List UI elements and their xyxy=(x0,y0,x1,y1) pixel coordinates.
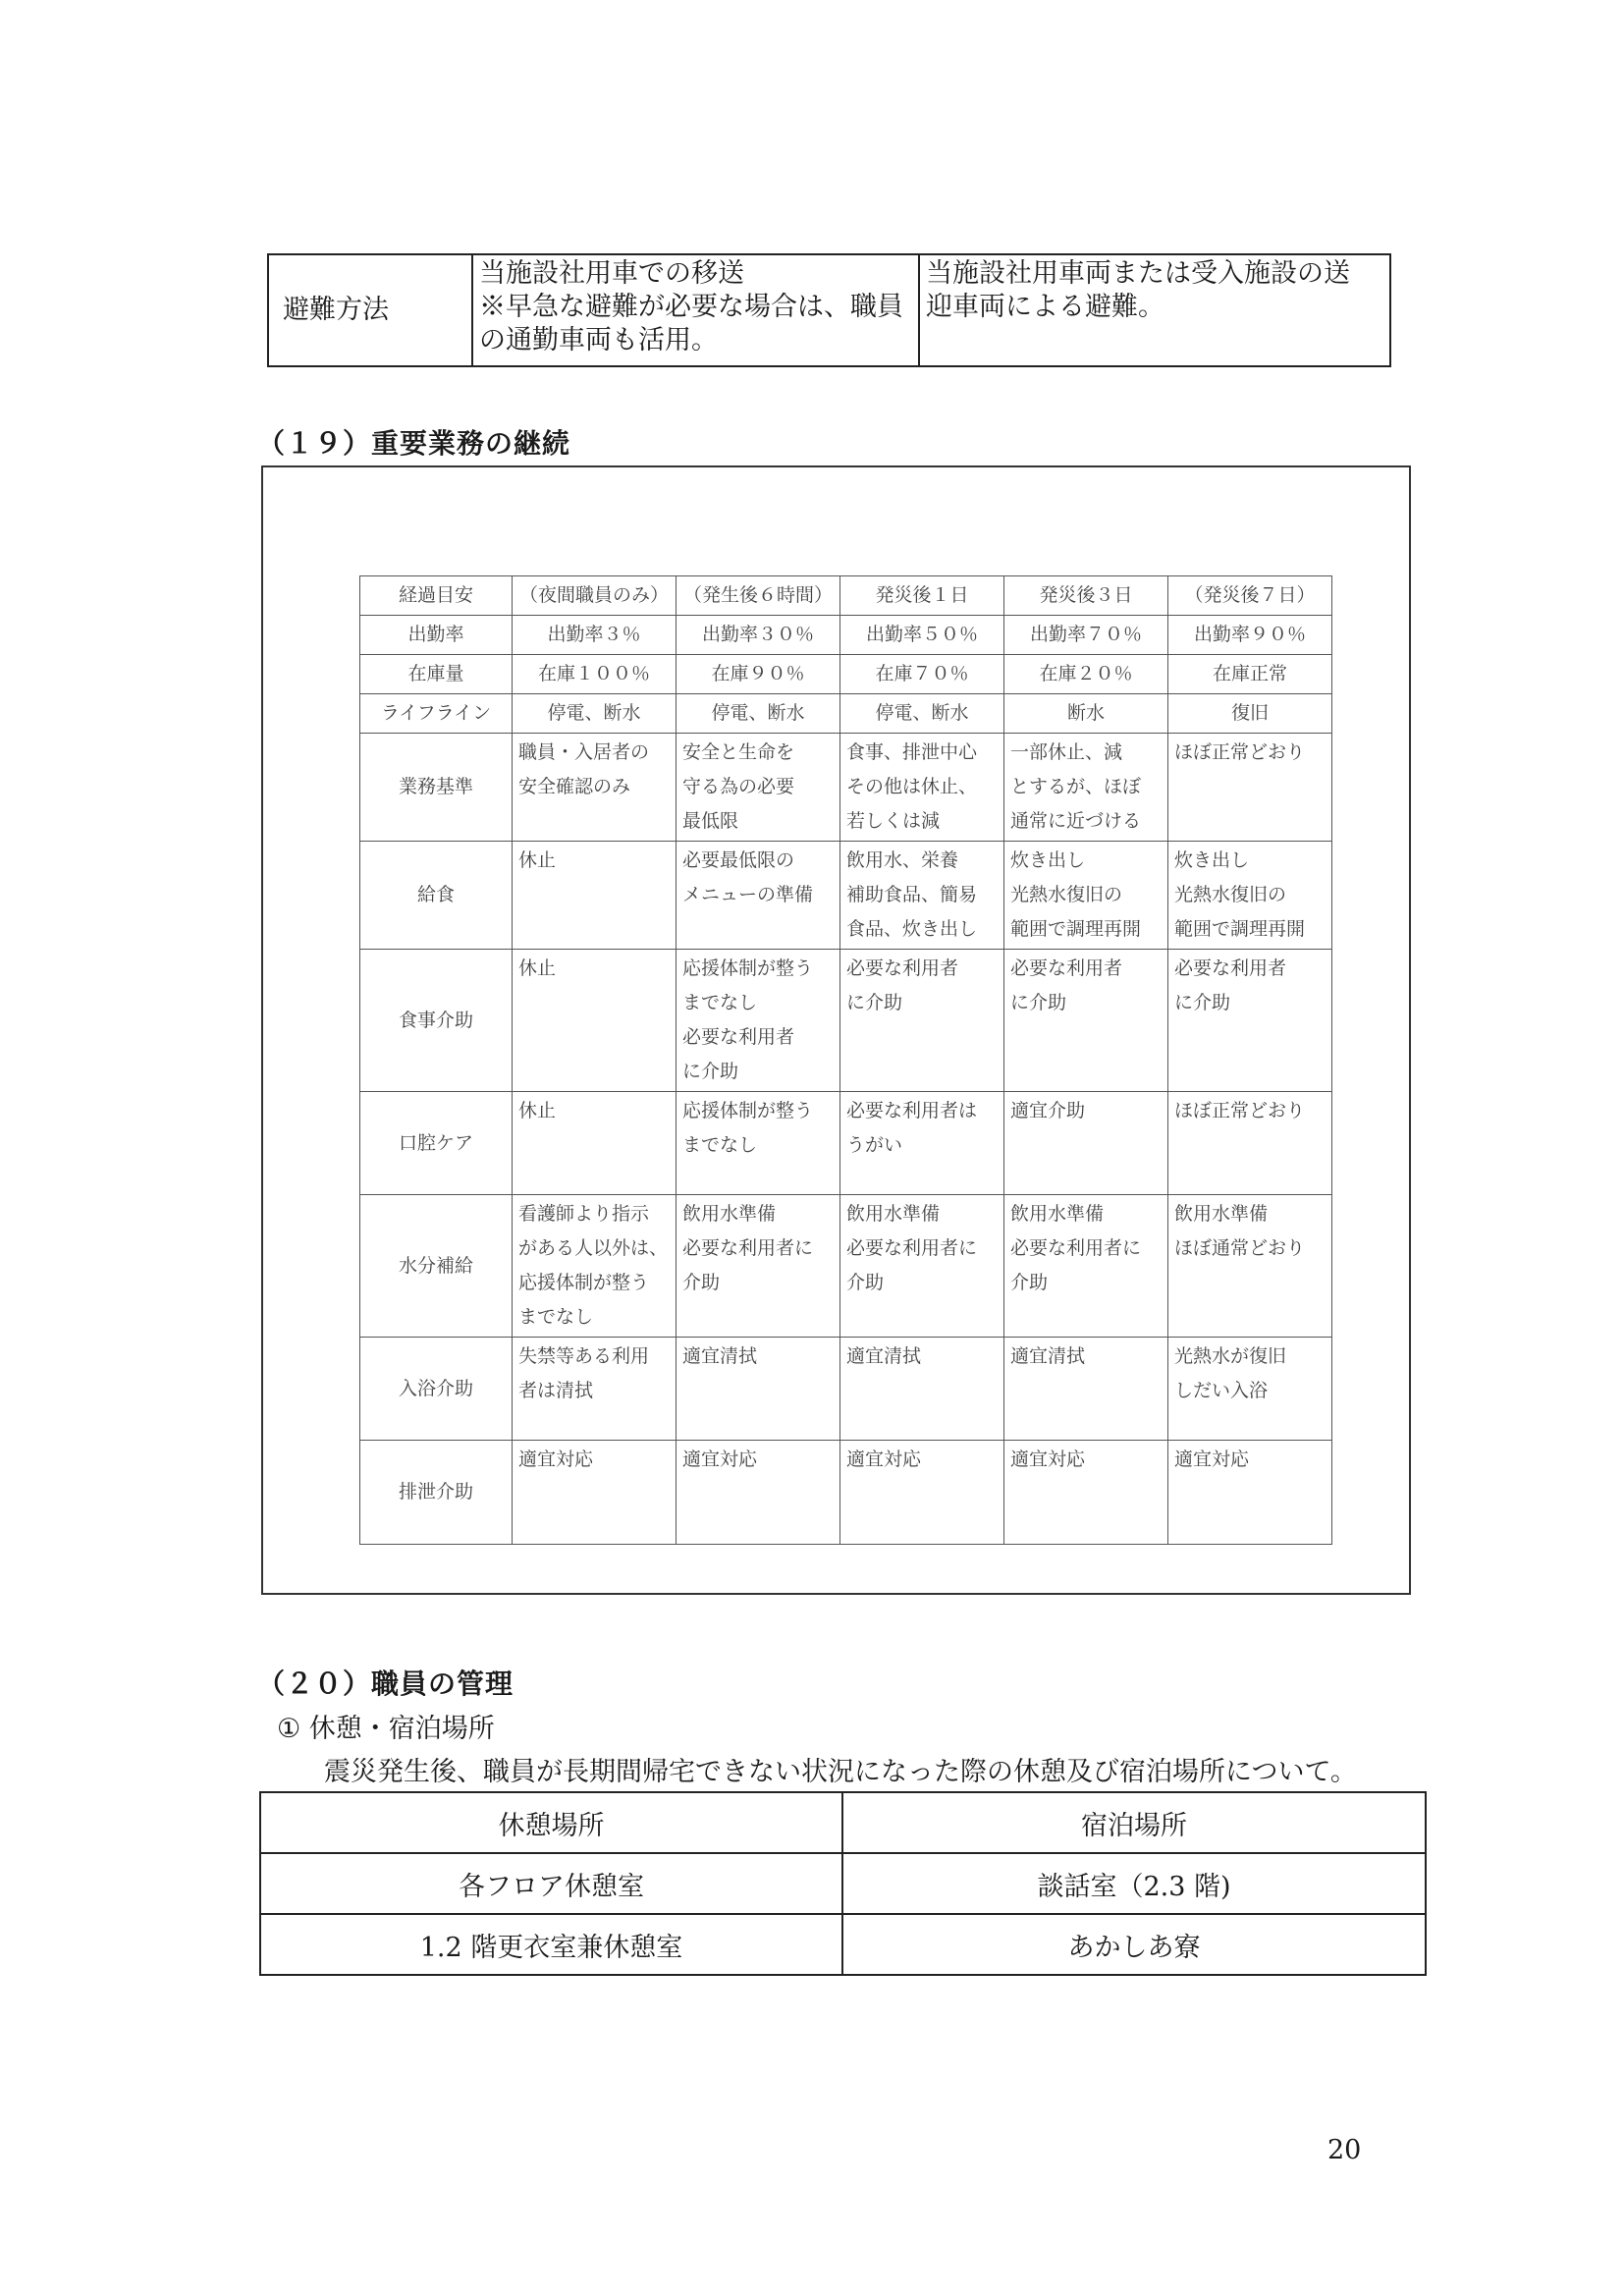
bcp-cell-line: 必要な利用者 xyxy=(846,957,959,979)
bcp-row xyxy=(360,1338,1332,1441)
bcp-cell xyxy=(840,1195,1004,1338)
bcp-cell-line: に介助 xyxy=(1010,992,1067,1013)
bcp-cell xyxy=(1004,1338,1168,1441)
bcp-cell xyxy=(677,842,840,950)
bcp-cell-line: 停電、断水 xyxy=(711,702,805,724)
bcp-cell xyxy=(1168,616,1332,655)
bcp-cell-line: 出勤率７０％ xyxy=(1029,624,1142,645)
bcp-cell-line: までなし xyxy=(682,992,758,1013)
lodging-place-cell: 談話室（2.3 階) xyxy=(842,1853,1426,1914)
evac-col2-line: 当施設社用車両または受入施設の送 xyxy=(926,258,1350,289)
bcp-cell-line: 応援体制が整う xyxy=(682,957,814,979)
bcp-cell xyxy=(840,616,1004,655)
bcp-cell-line: 必要な利用者に xyxy=(682,1237,814,1259)
bcp-cell xyxy=(840,694,1004,734)
bcp-row-label: ライフライン xyxy=(360,694,513,734)
bcp-cell-line: 者は清拭 xyxy=(518,1380,594,1401)
bcp-cell-line: しだい入浴 xyxy=(1174,1380,1269,1401)
bcp-row xyxy=(360,616,1332,655)
bcp-cell xyxy=(1168,1338,1332,1441)
table-row xyxy=(260,1914,1426,1975)
bcp-row xyxy=(360,950,1332,1092)
evacuation-row xyxy=(268,254,1390,366)
bcp-row-label: 給食 xyxy=(360,842,513,950)
bcp-cell-line: 休止 xyxy=(518,957,557,979)
bcp-cell-line: 適宜清拭 xyxy=(846,1345,922,1367)
bcp-cell-line: 守る為の必要 xyxy=(682,776,795,797)
evacuation-col2 xyxy=(919,254,1390,366)
bcp-cell-line: ほぼ正常どおり xyxy=(1174,741,1306,763)
bcp-cell xyxy=(1168,842,1332,950)
section-19-heading: （１９）重要業務の継続 xyxy=(257,427,571,460)
bcp-cell-line: 適宜対応 xyxy=(1010,1449,1086,1470)
bcp-row-label: 出勤率 xyxy=(360,616,513,655)
bcp-cell xyxy=(513,950,677,1092)
table-row xyxy=(260,1853,1426,1914)
bcp-cell-line: 休止 xyxy=(518,849,557,871)
bcp-cell xyxy=(513,1441,677,1545)
bcp-cell-line: 範囲で調理再開 xyxy=(1174,918,1306,940)
bcp-cell-line: 停電、断水 xyxy=(547,702,641,724)
bcp-row-label: 入浴介助 xyxy=(360,1338,513,1441)
bcp-cell xyxy=(840,1338,1004,1441)
bcp-cell-line: に介助 xyxy=(682,1061,739,1082)
rest-place-cell: 1.2 階更衣室兼休憩室 xyxy=(260,1914,842,1975)
bcp-cell-line: 出勤率９０％ xyxy=(1193,624,1306,645)
bcp-cell xyxy=(677,655,840,694)
bcp-header-cell: （夜間職員のみ） xyxy=(513,576,677,616)
bcp-cell xyxy=(677,1441,840,1545)
bcp-cell xyxy=(840,1441,1004,1545)
bcp-cell xyxy=(677,1338,840,1441)
bcp-cell xyxy=(840,950,1004,1092)
bcp-cell-line: 応援体制が整う xyxy=(518,1272,650,1293)
bcp-cell-line: 必要な利用者 xyxy=(682,1026,795,1048)
bcp-header-cell: 経過目安 xyxy=(360,576,513,616)
bcp-cell-line: 補助食品、簡易 xyxy=(846,884,978,905)
bcp-cell-line: 停電、断水 xyxy=(875,702,969,724)
bcp-cell-line: その他は休止、 xyxy=(846,776,978,797)
bcp-cell-line: 炊き出し xyxy=(1010,849,1086,871)
bcp-cell-line: 最低限 xyxy=(682,810,739,832)
bcp-table xyxy=(359,575,1332,1545)
bcp-header-cell: （発生後６時間） xyxy=(677,576,840,616)
bcp-row-label: 口腔ケア xyxy=(360,1092,513,1195)
bcp-cell-line: とするが、ほぼ xyxy=(1010,776,1142,797)
bcp-cell xyxy=(1004,1092,1168,1195)
bcp-header-cell: 発災後１日 xyxy=(840,576,1004,616)
subsection-rest-lodging: ① 休憩・宿泊場所 xyxy=(277,1714,495,1744)
bcp-cell-line: 飲用水準備 xyxy=(1174,1203,1269,1225)
bcp-cell xyxy=(840,842,1004,950)
bcp-cell xyxy=(677,950,840,1092)
bcp-cell xyxy=(1168,694,1332,734)
bcp-row xyxy=(360,1441,1332,1545)
bcp-cell xyxy=(1168,1195,1332,1338)
bcp-cell-line: 必要最低限の xyxy=(682,849,795,871)
bcp-cell-line: 職員・入居者の xyxy=(518,741,650,763)
bcp-cell xyxy=(677,734,840,842)
bcp-row xyxy=(360,734,1332,842)
evac-col1-line: ※早急な避難が必要な場合は、職員 xyxy=(479,292,903,322)
bcp-header-row xyxy=(360,576,1332,616)
bcp-cell xyxy=(1168,1441,1332,1545)
bcp-row-label: 業務基準 xyxy=(360,734,513,842)
bcp-cell-line: 通常に近づける xyxy=(1010,810,1142,832)
bcp-header-cell: 発災後３日 xyxy=(1004,576,1168,616)
bcp-row xyxy=(360,1092,1332,1195)
bcp-cell-line: 介助 xyxy=(1010,1272,1049,1293)
bcp-cell-line: 在庫１００％ xyxy=(537,663,650,684)
bcp-header-cell: （発災後７日） xyxy=(1168,576,1332,616)
header-rest-place: 休憩場所 xyxy=(260,1792,842,1853)
bcp-cell xyxy=(1004,616,1168,655)
bcp-cell xyxy=(1004,950,1168,1092)
bcp-cell xyxy=(513,842,677,950)
evac-col1-line: の通勤車両も活用。 xyxy=(479,325,718,355)
page-number: 20 xyxy=(1327,2135,1362,2165)
bcp-cell xyxy=(513,616,677,655)
bcp-cell-line: に介助 xyxy=(846,992,903,1013)
bcp-cell xyxy=(1168,1092,1332,1195)
bcp-cell xyxy=(840,1092,1004,1195)
bcp-cell-line: 光熱水復旧の xyxy=(1174,884,1287,905)
bcp-row-label: 食事介助 xyxy=(360,950,513,1092)
bcp-cell xyxy=(1168,655,1332,694)
table-header-row xyxy=(260,1792,1426,1853)
bcp-cell-line: 必要な利用者に xyxy=(846,1237,978,1259)
bcp-cell-line: うがい xyxy=(846,1134,903,1156)
bcp-row-label: 在庫量 xyxy=(360,655,513,694)
bcp-cell-line: 一部休止、減 xyxy=(1010,741,1123,763)
bcp-cell xyxy=(1004,1195,1168,1338)
bcp-row xyxy=(360,1195,1332,1338)
bcp-cell-line: 介助 xyxy=(682,1272,721,1293)
rest-lodging-table xyxy=(259,1791,1427,1976)
bcp-cell-line: 適宜対応 xyxy=(518,1449,594,1470)
bcp-cell-line: 適宜清拭 xyxy=(682,1345,758,1367)
bcp-cell xyxy=(1004,842,1168,950)
bcp-cell-line: 在庫２０％ xyxy=(1039,663,1133,684)
bcp-cell-line: に介助 xyxy=(1174,992,1231,1013)
bcp-cell-line: 範囲で調理再開 xyxy=(1010,918,1142,940)
bcp-cell-line: ほぼ通常どおり xyxy=(1174,1237,1306,1259)
bcp-cell-line: メニューの準備 xyxy=(682,884,814,905)
bcp-cell-line: 復旧 xyxy=(1230,702,1269,724)
bcp-cell-line: 失禁等ある利用 xyxy=(518,1345,650,1367)
bcp-cell-line: 出勤率３％ xyxy=(547,624,641,645)
bcp-cell-line: 断水 xyxy=(1066,702,1105,724)
bcp-cell-line: 看護師より指示 xyxy=(518,1203,650,1225)
bcp-cell xyxy=(1168,950,1332,1092)
bcp-cell xyxy=(840,734,1004,842)
bcp-cell-line: 介助 xyxy=(846,1272,885,1293)
bcp-cell-line: 在庫正常 xyxy=(1212,663,1287,684)
bcp-row xyxy=(360,655,1332,694)
evac-col1-line: 当施設社用車での移送 xyxy=(479,258,744,289)
bcp-cell xyxy=(513,1195,677,1338)
evacuation-label: 避難方法 xyxy=(268,254,472,366)
bcp-cell-line: 必要な利用者 xyxy=(1010,957,1123,979)
bcp-cell xyxy=(840,655,1004,694)
bcp-cell-line: 飲用水準備 xyxy=(682,1203,777,1225)
lodging-place-cell: あかしあ寮 xyxy=(842,1914,1426,1975)
bcp-cell xyxy=(677,616,840,655)
bcp-cell-line: 飲用水準備 xyxy=(846,1203,941,1225)
evacuation-table xyxy=(267,253,1391,367)
bcp-cell xyxy=(1004,1441,1168,1545)
bcp-cell-line: までなし xyxy=(518,1306,594,1328)
bcp-cell-line: 出勤率３０％ xyxy=(701,624,814,645)
bcp-cell xyxy=(513,1338,677,1441)
bcp-cell-line: 応援体制が整う xyxy=(682,1100,814,1121)
bcp-cell-line: 出勤率５０％ xyxy=(865,624,978,645)
bcp-cell-line: 適宜対応 xyxy=(846,1449,922,1470)
evac-col2-line: 迎車両による避難。 xyxy=(926,292,1164,322)
bcp-cell-line: 必要な利用者に xyxy=(1010,1237,1142,1259)
bcp-cell xyxy=(1004,734,1168,842)
bcp-cell-line: 光熱水が復旧 xyxy=(1174,1345,1287,1367)
bcp-cell xyxy=(1168,734,1332,842)
bcp-row xyxy=(360,694,1332,734)
bcp-cell-line: 在庫９０％ xyxy=(711,663,805,684)
bcp-cell-line: ほぼ正常どおり xyxy=(1174,1100,1306,1121)
bcp-cell-line: 光熱水復旧の xyxy=(1010,884,1123,905)
evacuation-col1 xyxy=(472,254,919,366)
header-lodging-place: 宿泊場所 xyxy=(842,1792,1426,1853)
bcp-row-label: 排泄介助 xyxy=(360,1441,513,1545)
bcp-cell xyxy=(677,1092,840,1195)
bcp-cell-line: 適宜介助 xyxy=(1010,1100,1086,1121)
bcp-cell-line: 炊き出し xyxy=(1174,849,1250,871)
section-20-intro: 震災発生後、職員が長期間帰宅できない状況になった際の休憩及び宿泊場所について。 xyxy=(324,1757,1357,1787)
bcp-cell-line: 適宜対応 xyxy=(1174,1449,1250,1470)
section-20-heading: （２０）職員の管理 xyxy=(257,1667,514,1700)
bcp-cell-line: 若しくは減 xyxy=(846,810,941,832)
bcp-cell-line: までなし xyxy=(682,1134,758,1156)
bcp-cell-line: 安全と生命を xyxy=(682,741,795,763)
bcp-cell-line: 飲用水、栄養 xyxy=(846,849,959,871)
bcp-cell xyxy=(1004,655,1168,694)
bcp-cell xyxy=(513,1092,677,1195)
bcp-cell-line: 在庫７０％ xyxy=(875,663,969,684)
bcp-cell-line: 適宜対応 xyxy=(682,1449,758,1470)
bcp-cell xyxy=(513,734,677,842)
bcp-cell-line: 休止 xyxy=(518,1100,557,1121)
bcp-cell xyxy=(677,694,840,734)
bcp-cell-line: 必要な利用者 xyxy=(1174,957,1287,979)
bcp-cell-line: 適宜清拭 xyxy=(1010,1345,1086,1367)
rest-place-cell: 各フロア休憩室 xyxy=(260,1853,842,1914)
bcp-cell xyxy=(677,1195,840,1338)
bcp-cell xyxy=(1004,694,1168,734)
bcp-cell-line: 食事、排泄中心 xyxy=(846,741,978,763)
bcp-cell-line: 安全確認のみ xyxy=(518,776,631,797)
bcp-row-label: 水分補給 xyxy=(360,1195,513,1338)
bcp-cell-line: 食品、炊き出し xyxy=(846,918,978,940)
bcp-cell xyxy=(513,694,677,734)
bcp-cell-line: 飲用水準備 xyxy=(1010,1203,1105,1225)
bcp-cell xyxy=(513,655,677,694)
bcp-cell-line: がある人以外は、 xyxy=(518,1237,669,1259)
bcp-row xyxy=(360,842,1332,950)
bcp-cell-line: 必要な利用者は xyxy=(846,1100,978,1121)
